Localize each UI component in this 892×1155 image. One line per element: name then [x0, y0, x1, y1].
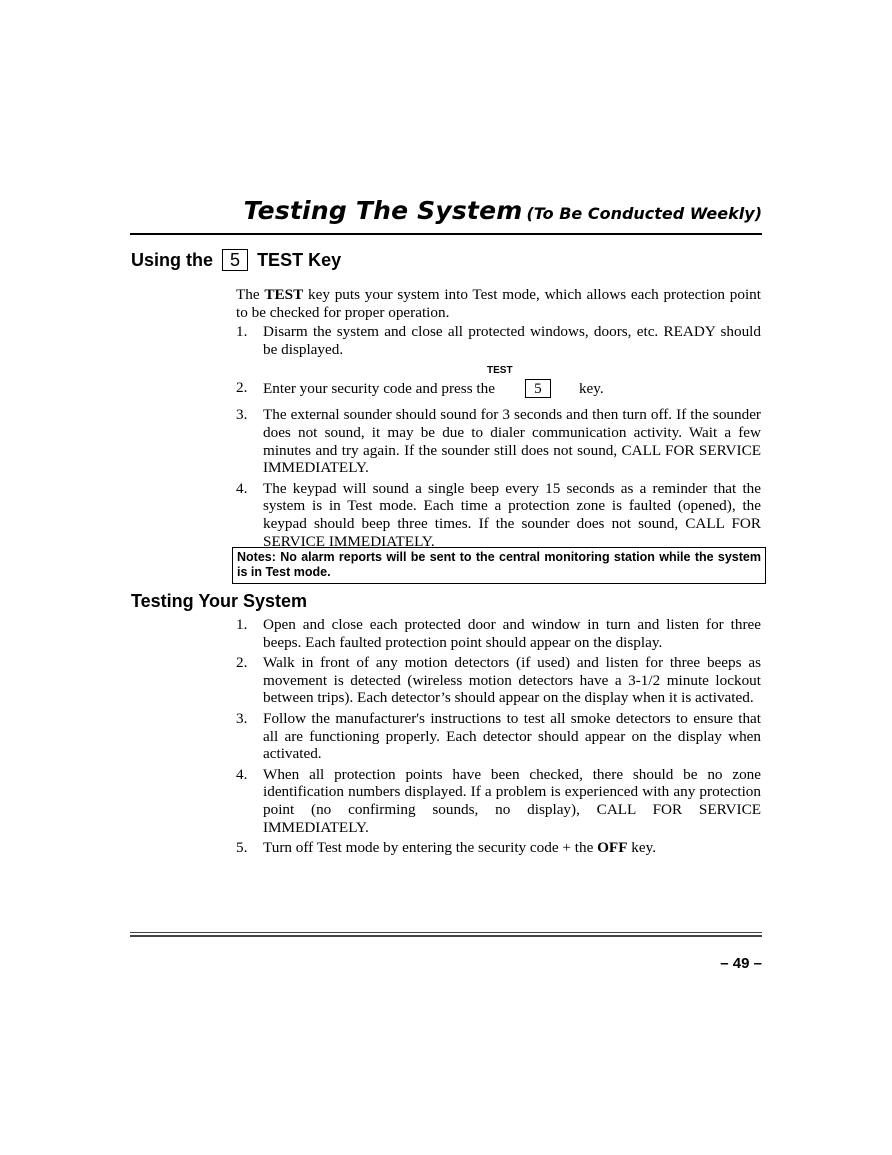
list-item	[236, 323, 761, 358]
intro-paragraph	[236, 286, 761, 321]
list-item-text: The keypad will sound a single beep every 15 seconds as a reminder that the system is in Test mode. Each time a protection zone is faulted (opened), the keypad should beep three times. If the sounder does not sound, CALL FOR SERVICE IMMEDIATELY.	[263, 479, 761, 550]
intro-text-pre: The	[236, 286, 260, 303]
notes-box: Notes: No alarm reports will be sent to the central monitoring station while the system is in Test mode.	[232, 547, 766, 584]
section2-body	[236, 616, 761, 857]
key-5-box: 5	[222, 249, 248, 271]
intro-text-bold: TEST	[264, 286, 304, 303]
list-item	[236, 766, 761, 836]
list-item-text-post: key.	[631, 839, 657, 857]
section-heading-test-key	[131, 249, 341, 271]
list-item	[236, 365, 761, 398]
list-item-number: 5.	[236, 839, 248, 857]
list-item-text-post: key.	[578, 380, 604, 398]
list-item	[236, 616, 761, 651]
list-item-number: 4.	[236, 479, 248, 497]
test-key-steps	[236, 323, 761, 550]
page-title	[130, 196, 762, 225]
list-item-number: 1.	[236, 616, 248, 633]
list-item-text: Follow the manufacturer's instructions to test all smoke detectors to ensure that all are functioning properly. Each detector should appear on the display when activated.	[263, 709, 761, 763]
list-item-text: Walk in front of any motion detectors (if used) and listen for three beeps as movement is detected (wireless motion detectors have a 3-1/2 minute lockout between trips). Each detector’s should appear on the display when it is activated.	[263, 654, 761, 707]
footer-divider	[130, 932, 762, 933]
list-item	[236, 654, 761, 707]
footer-divider	[130, 935, 762, 937]
intro-text-post: key puts your system into Test mode, which allows each protection point to be checked for proper operation.	[236, 286, 761, 321]
testing-steps	[236, 616, 761, 857]
page-title-main: Testing The System	[243, 196, 523, 225]
test-key-caption: TEST	[487, 365, 513, 377]
page-number: – 49 –	[720, 955, 762, 972]
list-item-text-pre: Enter your security code and press the	[263, 380, 495, 398]
list-item-text	[263, 365, 761, 398]
list-item-number: 1.	[236, 323, 248, 341]
title-divider	[130, 233, 762, 235]
list-item-text-pre: Turn off Test mode by entering the security code + the	[263, 839, 594, 857]
off-key-label: OFF	[597, 839, 628, 857]
section-heading-testing-your-system: Testing Your System	[131, 591, 308, 611]
list-item	[236, 839, 761, 857]
list-item-text: Disarm the system and close all protected windows, doors, etc. READY should be displayed.	[263, 323, 761, 358]
list-item-number: 3.	[236, 709, 248, 727]
list-item-number: 4.	[236, 765, 248, 783]
list-item-number: 2.	[236, 654, 248, 672]
list-item-text: The external sounder should sound for 3 seconds and then turn off. If the sounder does not sound, it may be due to dialer communication activity. Wait a few minutes and try again. If the sounder still does not sound, CALL FOR SERVICE IMMEDIATELY.	[263, 406, 761, 477]
list-item-text: When all protection points have been checked, there should be no zone identification numbers displayed. If a problem is experienced with any protection point (no confirming sounds, no display), CALL FOR SERVICE IMMEDIATELY.	[263, 765, 761, 836]
list-item-number: 2.	[236, 379, 248, 397]
list-item	[236, 406, 761, 476]
list-item	[236, 710, 761, 763]
section-heading-suffix: TEST Key	[257, 250, 342, 270]
page-title-subtitle: (To Be Conducted Weekly)	[526, 204, 762, 223]
list-item	[236, 480, 761, 550]
list-item-text: Open and close each protected door and window in turn and listen for three beeps. Each faulted protection point should appear on the display.	[263, 616, 761, 651]
section-heading-prefix: Using the	[131, 250, 214, 270]
list-item-number: 3.	[236, 406, 248, 424]
section1-body	[236, 286, 761, 550]
list-item-text	[263, 839, 761, 857]
key-5-box: 5	[525, 379, 551, 398]
